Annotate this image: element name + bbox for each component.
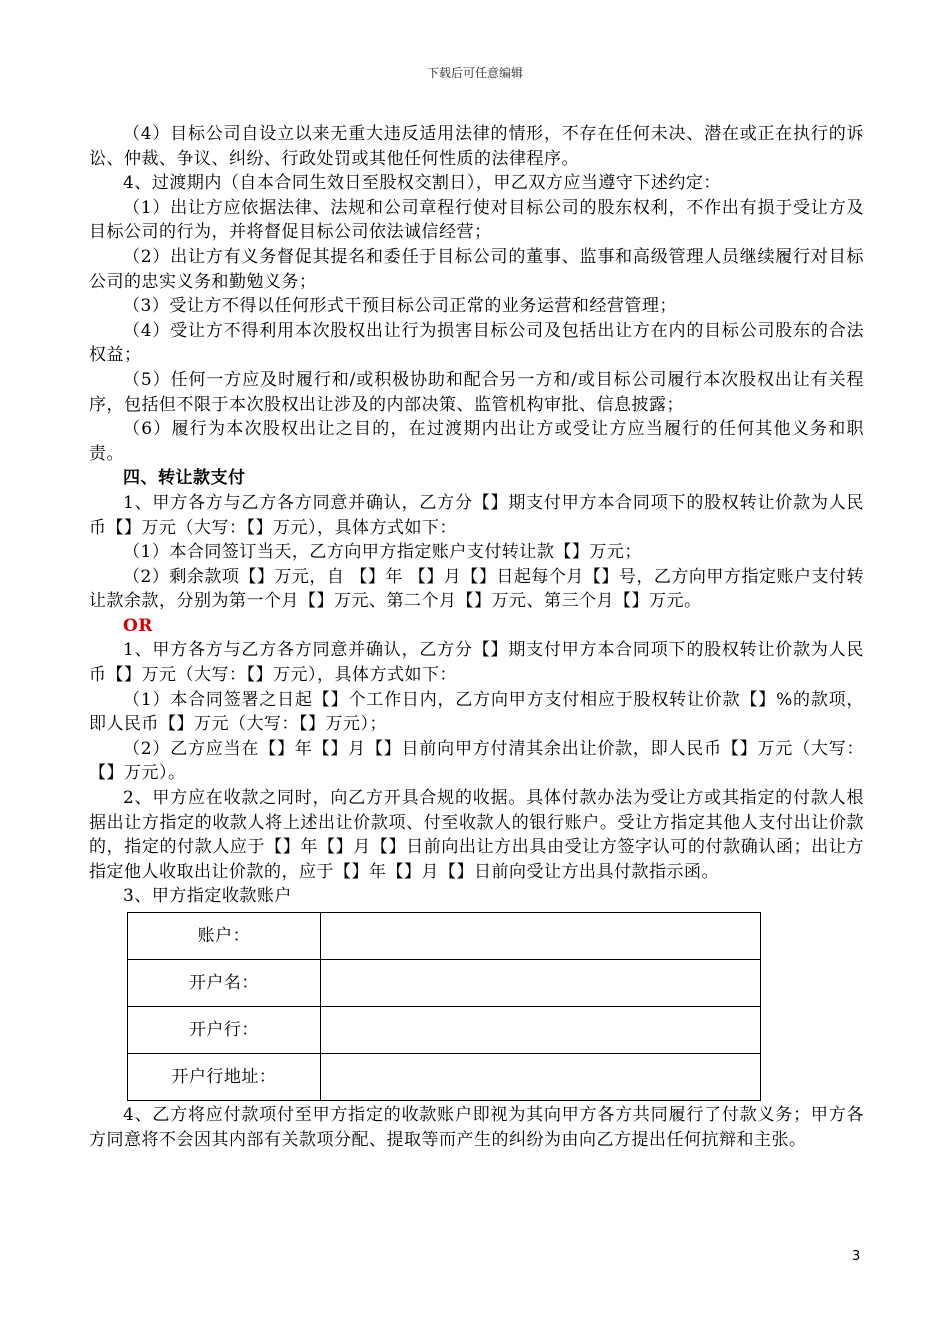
page-header: 下载后可任意编辑 (426, 66, 523, 80)
bank-address-value (320, 1054, 760, 1101)
paragraph: （4）目标公司自设立以来无重大违反适用法律的情形，不存在任何未决、潜在或正在执行的诉讼、仲裁、争议、纠纷、行政处罚或其他任何性质的法律程序。 (89, 124, 864, 169)
or-label: OR (123, 615, 153, 636)
section-heading: 四、转让款支付 (123, 468, 246, 489)
account-name-label: 开户名： (128, 960, 321, 1007)
account-label: 账户： (128, 913, 321, 960)
account-table (127, 912, 761, 1101)
paragraph: （2）剩余款项【】万元，自 【】年 【】月【】日起每个月【】号，乙方向甲方指定账户支付转让款余款，分别为第一个月【】万元、第二个月【】万元、第三个月【】万元。 (89, 566, 864, 612)
bank-value (320, 1007, 760, 1054)
table-row (128, 960, 761, 1007)
paragraph: （1）出让方应依据法律、法规和公司章程行使对目标公司的股东权利，不作出有损于受让方及目标公司的行为，并将督促目标公司依法诚信经营； (89, 197, 864, 243)
paragraph: （6）履行为本次股权出让之目的，在过渡期内出让方或受让方应当履行的任何其他义务和职责。 (89, 419, 864, 464)
account-name-value (320, 960, 760, 1007)
page-number: 3 (852, 1249, 861, 1264)
paragraph: 1、甲方各方与乙方各方同意并确认，乙方分【】期支付甲方本合同项下的股权转让价款为人民币【】万元（大写：【】万元），具体方式如下： (89, 640, 864, 686)
paragraph: （2）乙方应当在【】年【】月【】日前向甲方付清其余出让价款，即人民币【】万元（大写：【】万元）。 (89, 738, 864, 784)
paragraph: （4）受让方不得利用本次股权出让行为损害目标公司及包括出让方在内的目标公司股东的合法权益； (89, 320, 864, 366)
bank-label: 开户行： (128, 1007, 321, 1054)
paragraph: （3）受让方不得以任何形式干预目标公司正常的业务运营和经营管理； (123, 296, 677, 317)
paragraph: （1）本合同签署之日起【】个工作日内，乙方向甲方支付相应于股权转让价款【】%的款项，即人民币【】万元（大写：【】万元）； (89, 689, 864, 735)
table-row (128, 1007, 761, 1054)
paragraph: （1）本合同签订当天，乙方向甲方指定账户支付转让款【】万元； (123, 542, 642, 563)
paragraph: 1、甲方各方与乙方各方同意并确认，乙方分【】期支付甲方本合同项下的股权转让价款为人民币【】万元（大写：【】万元），具体方式如下： (89, 492, 864, 538)
table-row (128, 1054, 761, 1101)
document-body (89, 122, 864, 1152)
table-row (128, 913, 761, 960)
paragraph: 4、乙方将应付款项付至甲方指定的收款账户即视为其向甲方各方共同履行了付款义务；甲方各方同意将不会因其内部有关款项分配、提取等而产生的纠纷为由向乙方提出任何抗辩和主张。 (89, 1105, 864, 1150)
paragraph: 3、甲方指定收款账户 (123, 886, 292, 907)
paragraph: 4、过渡期内（自本合同生效日至股权交割日），甲乙双方应当遵守下述约定： (123, 173, 721, 194)
paragraph: （5）任何一方应及时履行和/或积极协助和配合另一方和/或目标公司履行本次股权出让有关程序，包括但不限于本次股权出让涉及的内部决策、监管机构审批、信息披露； (89, 369, 864, 415)
bank-address-label: 开户行地址： (128, 1054, 321, 1101)
paragraph: （2）出让方有义务督促其提名和委任于目标公司的董事、监事和高级管理人员继续履行对目标公司的忠实义务和勤勉义务； (89, 246, 864, 292)
paragraph: 2、甲方应在收款之同时，向乙方开具合规的收据。具体付款办法为受让方或其指定的付款人根据出让方指定的收款人将上述出让价款项、付至收款人的银行账户。受让方指定其他人支付出让价款的，指定的付款人应于【】年【】月【】日前向出让方出具由受让方签字认可的付款确认函；出让方指定他人收取出让价款的，应于【】年【】月【】日前向受让方出具付款指示函。 (89, 788, 864, 882)
account-value (320, 913, 760, 960)
